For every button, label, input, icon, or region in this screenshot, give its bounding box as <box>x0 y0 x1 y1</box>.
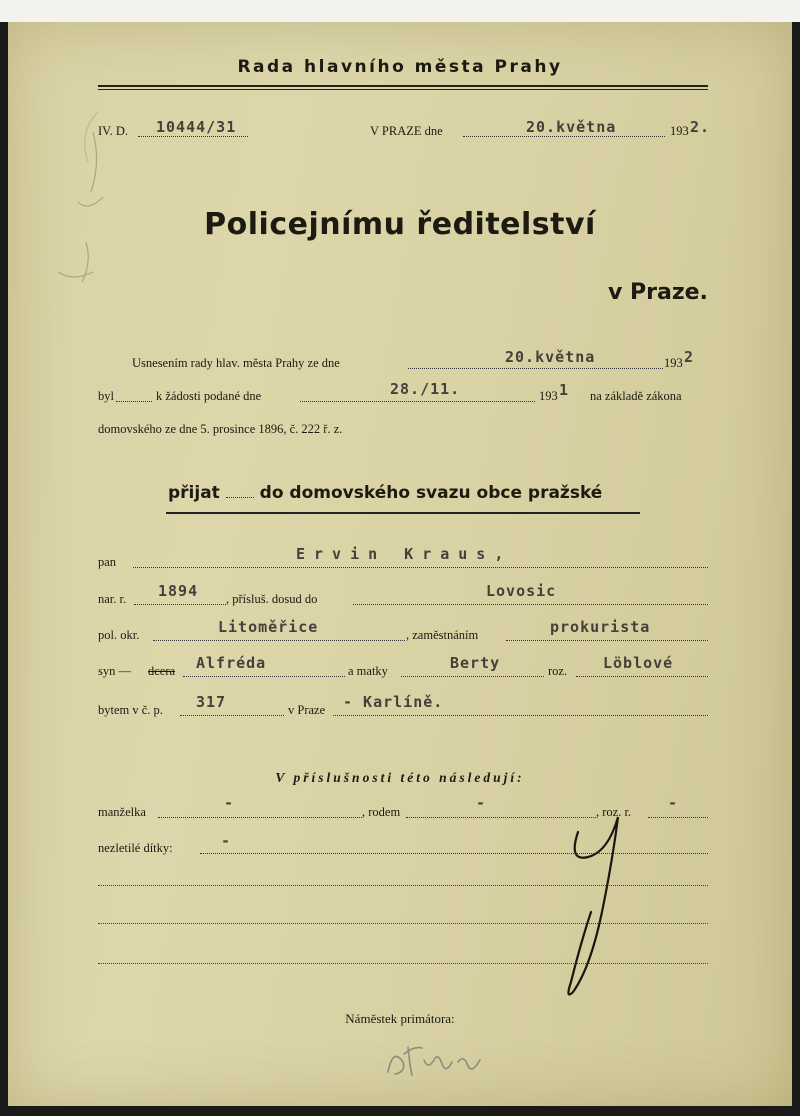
belongs-label: , přísluš. dosud do <box>226 592 318 606</box>
belongs-to: Lovosic <box>486 582 557 600</box>
resolution-date: 20.května <box>505 348 596 366</box>
roz-r-value: - <box>668 794 679 812</box>
mother-name: Berty <box>450 654 501 672</box>
year-prefix: 193 <box>670 124 689 138</box>
admission-rest: do domovského svazu obce pražské <box>259 483 603 503</box>
son-label: syn — <box>98 664 131 678</box>
ref-prefix: IV. D. <box>98 124 128 138</box>
house-no: 317 <box>196 693 227 711</box>
family-heading: V příslušnosti této následují: <box>275 770 525 785</box>
request-year-prefix: 193 <box>539 389 558 403</box>
date-value: 20.května <box>526 118 617 136</box>
handwritten-signature <box>378 1032 498 1087</box>
mother-maiden: Löblové <box>603 654 674 672</box>
born-label: nar. r. <box>98 592 127 606</box>
year-digit: 2. <box>690 118 711 136</box>
prague-district: - Karlíně. <box>343 693 444 711</box>
document-sheet <box>8 22 792 1116</box>
district: Litoměřice <box>218 618 319 636</box>
born-year: 1894 <box>158 582 199 600</box>
district-label: pol. okr. <box>98 628 140 642</box>
addressee-title: Policejnímu ředitelství <box>204 207 596 242</box>
wife-label: manželka <box>98 805 146 819</box>
occupation: prokurista <box>550 618 651 636</box>
letterhead-rule-thin <box>98 89 708 90</box>
wife-value: - <box>224 794 235 812</box>
request-date: 28./11. <box>390 380 461 398</box>
person-name: Ervin Kraus, <box>296 545 513 563</box>
children-label: nezletilé dítky: <box>98 841 173 855</box>
signature-caption: Náměstek primátora: <box>345 1011 455 1026</box>
nee-label: roz. <box>548 664 568 678</box>
address-label: bytem v č. p. <box>98 703 163 717</box>
pan-label: pan <box>98 555 117 569</box>
byl-field <box>116 387 152 402</box>
law-label: na základě zákona <box>590 389 682 403</box>
wife-field <box>158 803 362 818</box>
children-value: - <box>221 832 232 850</box>
admission-word: přijat <box>168 483 220 503</box>
place-date-label: V PRAZE dne <box>370 124 443 138</box>
rodem-label: , rodem <box>362 805 401 819</box>
law-line2: domovského ze dne 5. prosince 1896, č. 222 ř. z. <box>98 422 343 436</box>
roz-r-label: , roz. r. <box>596 805 632 819</box>
rodem-value: - <box>476 794 487 812</box>
daughter-struck: dcera <box>148 664 176 678</box>
resolution-label: Usnesením rady hlav. města Prahy ze dne <box>132 356 340 370</box>
admission-line <box>168 483 602 503</box>
father-name: Alfréda <box>196 654 267 672</box>
addressee-city: v Praze. <box>608 280 708 305</box>
letterhead-title: Rada hlavního města Prahy <box>237 57 563 77</box>
ink-cancel-stroke <box>558 812 648 1002</box>
admission-underline <box>166 512 640 514</box>
occupation-label: , zaměstnáním <box>406 628 479 642</box>
byl-label: byl <box>98 389 114 403</box>
resolution-year-prefix: 193 <box>664 356 683 370</box>
mother-label: a matky <box>348 664 388 678</box>
letterhead-rule-thick <box>98 85 708 87</box>
scan-top-margin <box>0 0 800 22</box>
form-number: •2806 <box>680 1106 711 1116</box>
ref-number: 10444/31 <box>156 118 237 136</box>
admission-gap <box>226 497 254 498</box>
in-prague-label: v Praze <box>288 703 326 717</box>
resolution-year-digit: 2 <box>684 348 695 366</box>
request-year-digit: 1 <box>559 381 570 399</box>
request-label: k žádosti podané dne <box>156 389 262 403</box>
